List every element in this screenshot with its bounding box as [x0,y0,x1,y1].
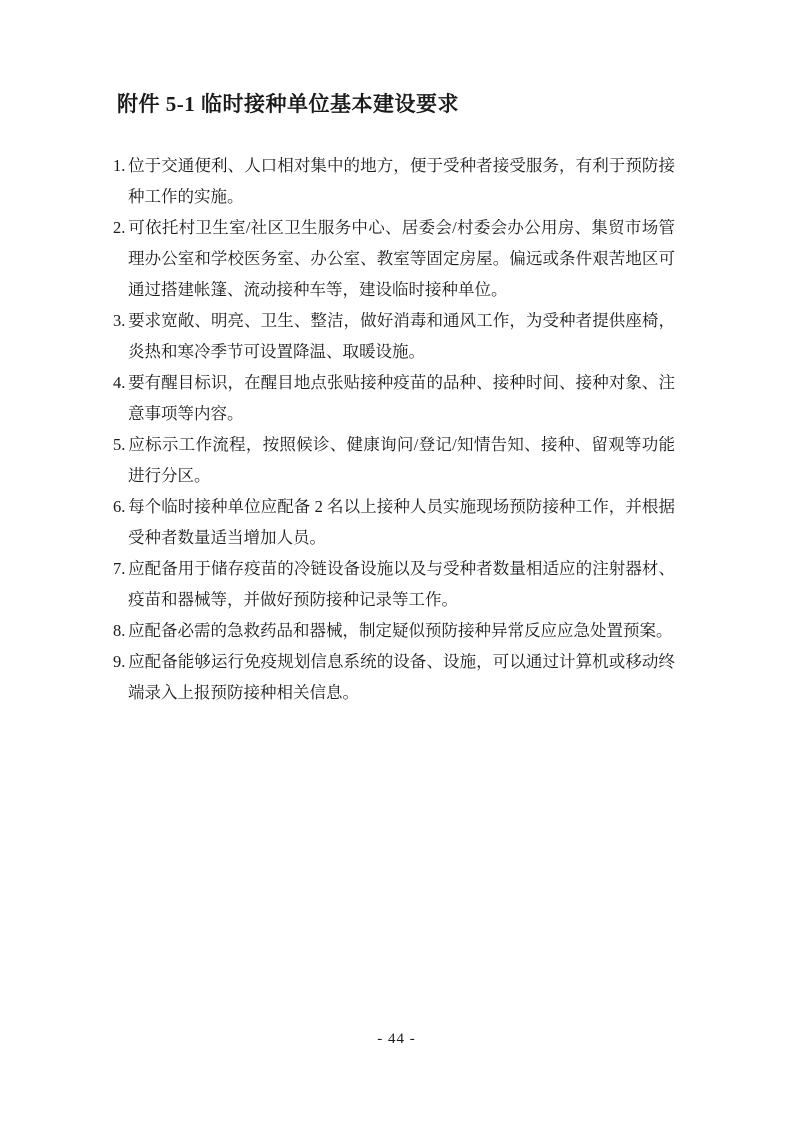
list-item-number: 4. [113,373,126,392]
list-item [113,646,675,708]
list-item-text: 应配备用于储存疫苗的冷链设备设施以及与受种者数量相适应的注射器材、疫苗和器械等，并做好预防接种记录等工作。 [128,559,675,609]
list-item-text: 应配备必需的急救药品和器械，制定疑似预防接种异常反应应急处置预案。 [128,621,673,640]
list-item-number: 3. [113,311,126,330]
requirements-list [113,150,675,708]
list-item [113,553,675,615]
list-item-text: 每个临时接种单位应配备 2 名以上接种人员实施现场预防接种工作，并根据受种者数量适当增加人员。 [128,497,675,547]
list-item-text: 可依托村卫生室/社区卫生服务中心、居委会/村委会办公用房、集贸市场管理办公室和学校医务室、办公室、教室等固定房屋。偏远或条件艰苦地区可通过搭建帐篷、流动接种车等，建设临时接种单位。 [128,218,675,299]
list-item-number: 1. [113,156,126,175]
page-number: - 44 - [377,1031,416,1047]
list-item-number: 8. [113,621,126,640]
list-item [113,150,675,212]
list-item [113,212,675,305]
list-item [113,429,675,491]
list-item [113,615,675,646]
list-item-number: 5. [113,435,126,454]
list-item [113,491,675,553]
list-item-number: 7. [113,559,126,578]
list-item [113,367,675,429]
page-title: 附件 5-1 临时接种单位基本建设要求 [117,92,459,116]
list-item-text: 应标示工作流程，按照候诊、健康询问/登记/知情告知、接种、留观等功能进行分区。 [128,435,675,485]
list-item-number: 6. [113,497,126,516]
list-item-number: 9. [113,652,126,671]
list-item-text: 要求宽敞、明亮、卫生、整洁，做好消毒和通风工作，为受种者提供座椅，炎热和寒冷季节可设置降温、取暖设施。 [128,311,675,361]
list-item [113,305,675,367]
list-item-text: 应配备能够运行免疫规划信息系统的设备、设施，可以通过计算机或移动终端录入上报预防接种相关信息。 [128,652,675,702]
list-item-text: 位于交通便利、人口相对集中的地方，便于受种者接受服务，有利于预防接种工作的实施。 [128,156,675,206]
list-item-text: 要有醒目标识，在醒目地点张贴接种疫苗的品种、接种时间、接种对象、注意事项等内容。 [128,373,675,423]
list-item-number: 2. [113,218,126,237]
